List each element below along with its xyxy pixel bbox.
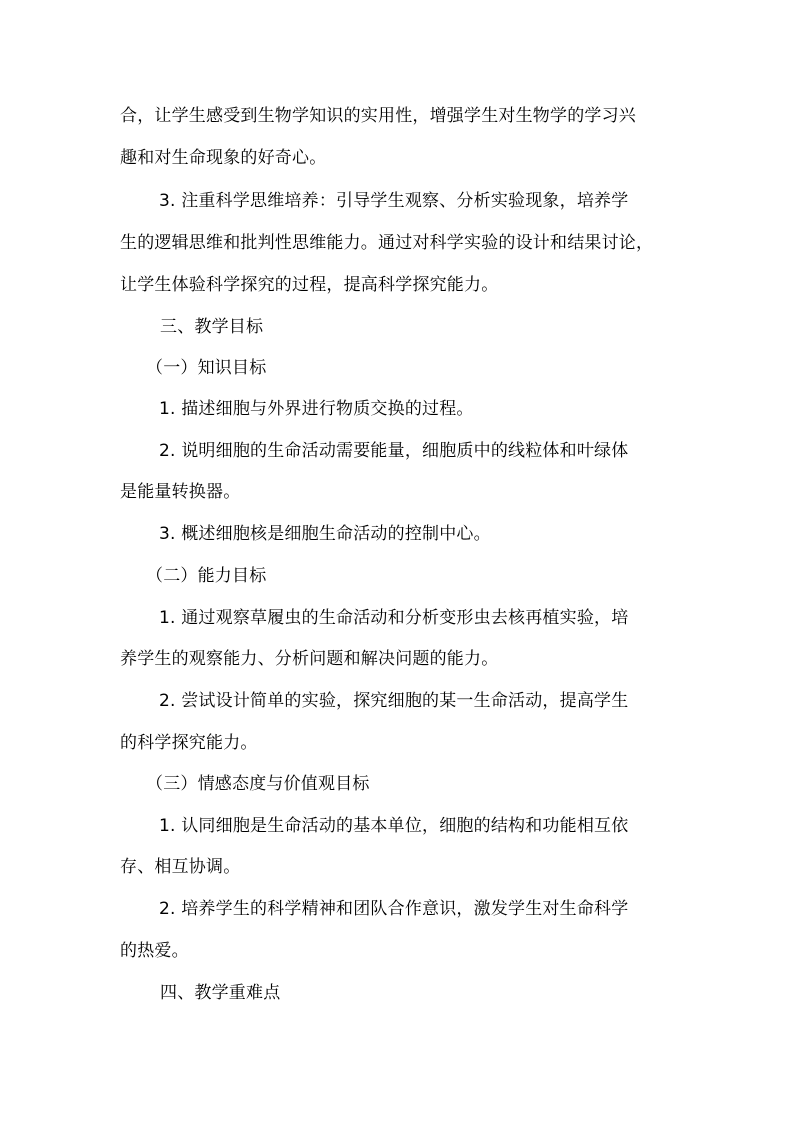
paragraph-line: 的热爱。 <box>120 941 189 961</box>
section-heading: 四、教学重难点 <box>160 983 281 1003</box>
list-item: 2. 尝试设计简单的实验，探究细胞的某一生命活动，提高学生 <box>159 691 629 711</box>
subsection-heading: （一）知识目标 <box>146 358 267 378</box>
list-item: 1. 描述细胞与外界进行物质交换的过程。 <box>159 399 474 419</box>
list-item: 2. 说明细胞的生命活动需要能量，细胞质中的线粒体和叶绿体 <box>159 441 629 461</box>
paragraph-line: 养学生的观察能力、分析问题和解决问题的能力。 <box>120 649 499 669</box>
list-item: 1. 认同细胞是生命活动的基本单位，细胞的结构和功能相互依 <box>159 816 629 836</box>
subsection-heading: （二）能力目标 <box>146 566 267 586</box>
list-item: 1. 通过观察草履虫的生命活动和分析变形虫去核再植实验，培 <box>159 608 629 628</box>
paragraph-line: 的科学探究能力。 <box>120 733 258 753</box>
paragraph-line: 生的逻辑思维和批判性思维能力。通过对科学实验的设计和结果讨论， <box>120 233 654 253</box>
paragraph-line: 3. 注重科学思维培养：引导学生观察、分析实验现象，培养学 <box>159 191 629 211</box>
list-item: 2. 培养学生的科学精神和团队合作意识，激发学生对生命科学 <box>159 899 629 919</box>
paragraph-line: 存、相互协调。 <box>120 857 241 877</box>
paragraph-line: 合，让学生感受到生物学知识的实用性，增强学生对生物学的学习兴 <box>120 106 636 126</box>
paragraph-line: 趣和对生命现象的好奇心。 <box>120 148 327 168</box>
paragraph-line: 让学生体验科学探究的过程，提高科学探究能力。 <box>120 275 499 295</box>
paragraph-line: 是能量转换器。 <box>120 482 241 502</box>
list-item: 3. 概述细胞核是细胞生命活动的控制中心。 <box>159 524 491 544</box>
section-heading: 三、教学目标 <box>160 317 264 337</box>
subsection-heading: （三）情感态度与价值观目标 <box>146 774 370 794</box>
